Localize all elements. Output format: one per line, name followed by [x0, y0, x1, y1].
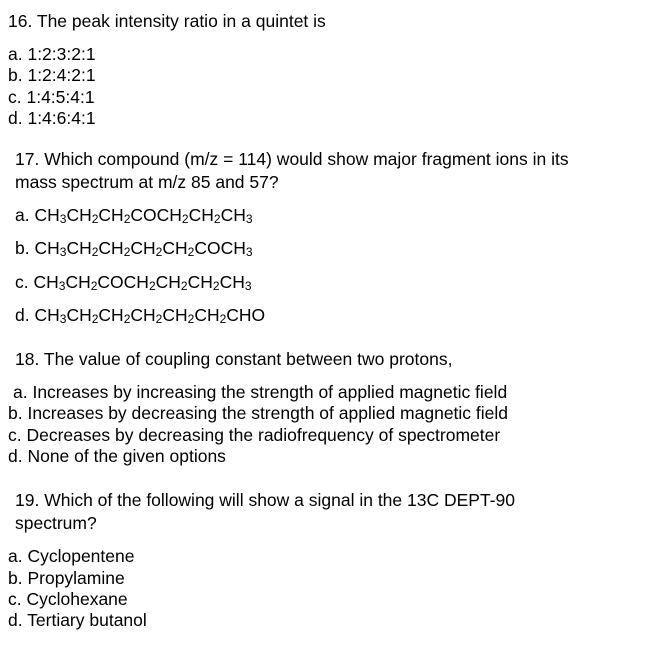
q16-question: 16. The peak intensity ratio in a quintet is	[8, 11, 326, 31]
q17-question-line2: mass spectrum at m/z 85 and 57?	[15, 172, 279, 192]
q18-question: 18. The value of coupling constant between two protons,	[15, 349, 453, 369]
q19-option-c: c. Cyclohexane	[8, 589, 128, 609]
q19-option-a: a. Cyclopentene	[8, 546, 135, 566]
q19-question-line1: 19. Which of the following will show a signal in the 13C DEPT-90	[15, 490, 515, 510]
q17-question-line1: 17. Which compound (m/z = 114) would show major fragment ions in its	[15, 149, 569, 169]
q18-option-a: a. Increases by increasing the strength of applied magnetic field	[13, 382, 508, 402]
q16-option-a: a. 1:2:3:2:1	[8, 44, 96, 64]
q17-option-a: a. $CH_3CH_2CH_2COCH_2CH_2CH_3$	[15, 205, 253, 226]
q16-option-d: d. 1:4:6:4:1	[8, 108, 96, 128]
q17-option-c: c. $CH_3CH_2COCH_2CH_2CH_2CH_3$	[15, 272, 252, 293]
q18-option-d: d. None of the given options	[8, 446, 226, 466]
q19-option-b: b. Propylamine	[8, 568, 125, 588]
q16-option-c: c. 1:4:5:4:1	[8, 87, 95, 107]
q19-question-line2: spectrum?	[15, 513, 97, 533]
q16-option-b: b. 1:2:4:2:1	[8, 65, 96, 85]
q17-option-d: d. $CH_3CH_2CH_2CH_2CH_2CH_2CHO$	[15, 305, 266, 326]
q18-option-b: b. Increases by decreasing the strength of applied magnetic field	[8, 403, 509, 423]
q18-option-c: c. Decreases by decreasing the radiofrequency of spectrometer	[8, 425, 501, 445]
q17-option-b: b. $CH_3CH_2CH_2CH_2CH_2COCH_3$	[15, 238, 253, 259]
q19-option-d: d. Tertiary butanol	[8, 610, 147, 630]
